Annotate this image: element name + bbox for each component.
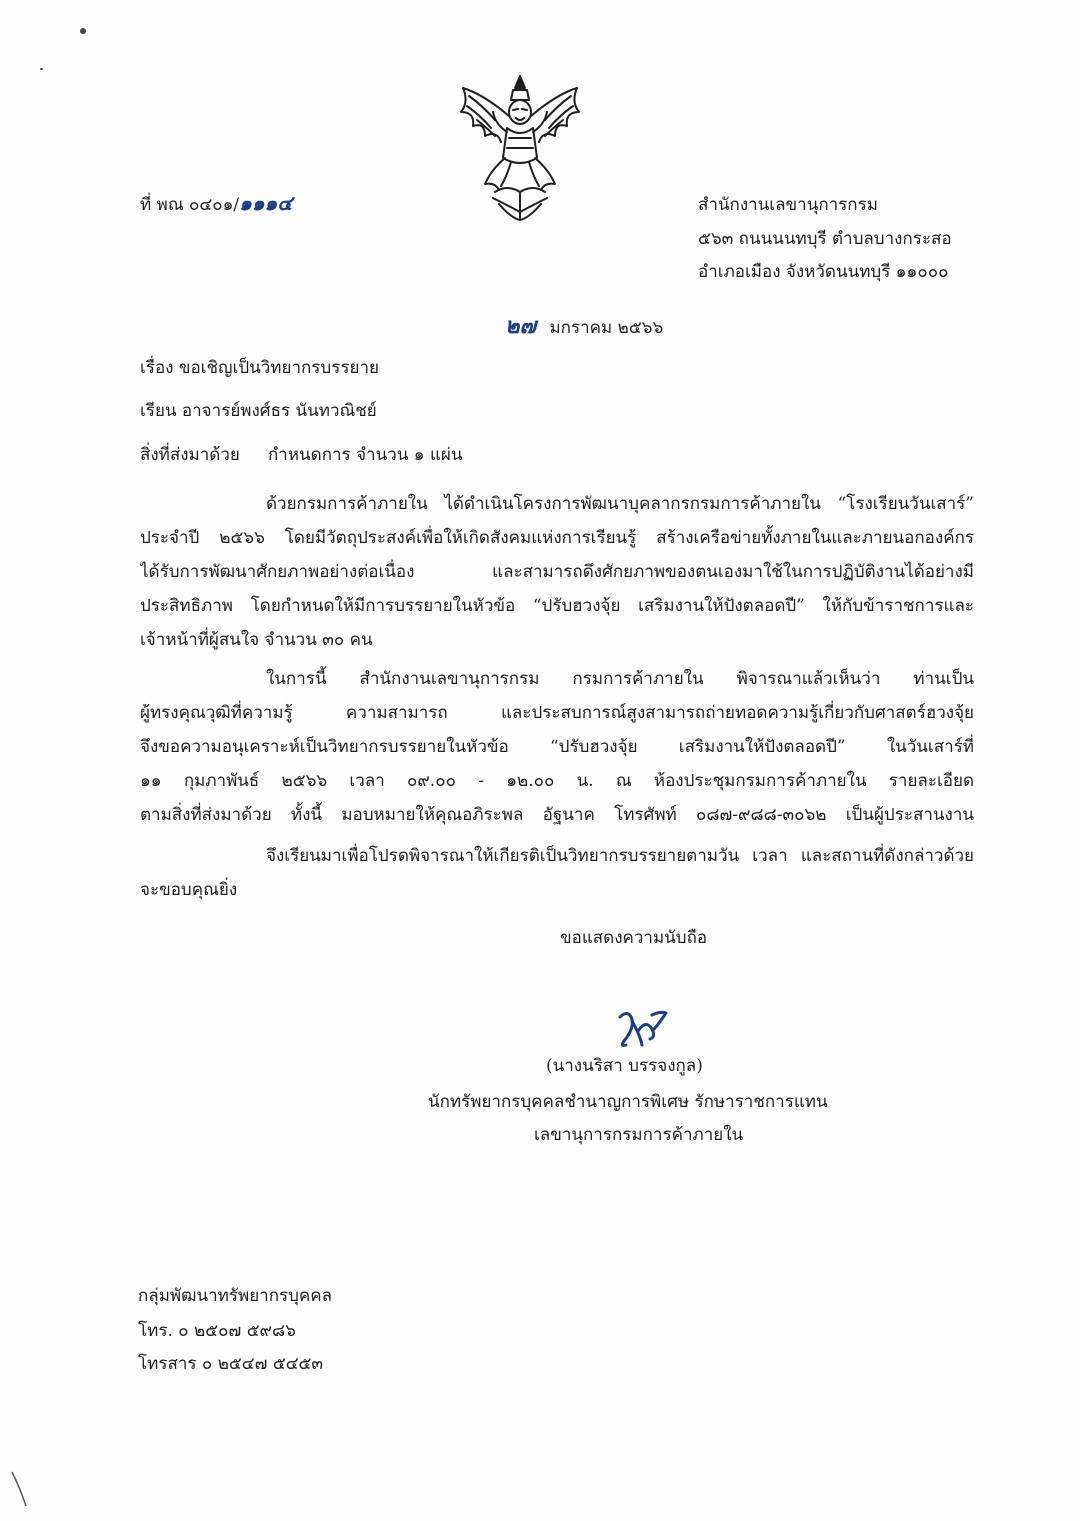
- body-paragraph-2-line: ผู้ทรงคุณวุฒิที่ความรู้ ความสามารถ และประสบการณ์สูงสามารถถ่ายทอดความรู้เกี่ยวกับศาสตร์ฮวงจุ้ย: [140, 703, 974, 723]
- body-paragraph-1-line: ได้รับการพัฒนาศักยภาพอย่างต่อเนื่อง และสามารถดึงศักยภาพของตนเองมาใช้ในการปฏิบัติงานได้อย่างมี: [140, 562, 974, 582]
- body-paragraph-1-line: ประสิทธิภาพ โดยกำหนดให้มีการบรรยายในหัวข้อ “ปรับฮวงจุ้ย เสริมงานให้ปังตลอดปี” ให้กับข้าราชการและ: [140, 596, 974, 616]
- footer-unit: กลุ่มพัฒนาทรัพยากรบุคคล: [138, 1286, 333, 1306]
- body-paragraph-1-line: เจ้าหน้าที่ผู้สนใจ จำนวน ๓๐ คน: [140, 630, 373, 650]
- sender-line-3: อำเภอเมือง จังหวัดนนทบุรี ๑๑๐๐๐: [698, 262, 949, 282]
- reference-handwritten-number: ๑๑๑๔: [239, 191, 293, 215]
- scan-edge-mark: [8, 1470, 32, 1510]
- body-paragraph-3-line: จะขอบคุณยิ่ง: [140, 880, 238, 900]
- body-paragraph-1-line: ประจำปี ๒๕๖๖ โดยมีวัตถุประสงค์เพื่อให้เกิดสังคมแห่งการเรียนรู้ สร้างเครือข่ายทั้งภายในและภายนอกองค์กร: [140, 528, 974, 548]
- body-paragraph-2-line: ๑๑ กุมภาพันธ์ ๒๕๖๖ เวลา ๐๙.๐๐ - ๑๒.๐๐ น. ณ ห้องประชุมกรมการค้าภายใน รายละเอียด: [140, 771, 974, 791]
- recipient-line: เรียน อาจารย์พงศ์ธร นันทวณิชย์: [140, 401, 377, 421]
- scan-speck: [80, 28, 86, 34]
- closing-line: ขอแสดงความนับถือ: [560, 928, 708, 948]
- body-paragraph-3-line: จึงเรียนมาเพื่อโปรดพิจารณาให้เกียรติเป็นวิทยากรบรรยายตามวัน เวลา และสถานที่ดังกล่าวด้วย: [266, 846, 974, 866]
- footer-fax: โทรสาร ๐ ๒๕๔๗ ๕๔๕๓: [138, 1354, 324, 1374]
- sender-line-2: ๕๖๓ ถนนนนทบุรี ตำบลบางกระสอ: [698, 229, 952, 249]
- signer-title-line-1: นักทรัพยากรบุคคลชำนาญการพิเศษ รักษาราชการแทน: [428, 1092, 828, 1112]
- body-paragraph-2-line: ในการนี้ สำนักงานเลขานุการกรม กรมการค้าภายใน พิจารณาแล้วเห็นว่า ท่านเป็น: [266, 669, 974, 689]
- body-paragraph-1-line: ด้วยกรมการค้าภายใน ได้ดำเนินโครงการพัฒนาบุคลากรกรมการค้าภายใน “โรงเรียนวันเสาร์”: [266, 494, 974, 514]
- garuda-emblem-icon: [455, 72, 585, 224]
- letter-date: [505, 316, 663, 338]
- footer-phone: โทร. ๐ ๒๕๐๗ ๕๙๘๖: [138, 1321, 296, 1341]
- reference-label: ที่ พณ ๐๔๐๑/: [140, 195, 240, 215]
- scan-speck: [40, 68, 43, 70]
- sender-line-1: สำนักงานเลขานุการกรม: [698, 195, 878, 215]
- date-day-handwritten: ๒๗: [505, 314, 537, 339]
- date-month-year: มกราคม ๒๕๖๖: [549, 318, 664, 338]
- reference-number: [140, 193, 292, 214]
- handwritten-signature-icon: [612, 1005, 672, 1051]
- body-paragraph-2-line: จึงขอความอนุเคราะห์เป็นวิทยากรบรรยายในหัวข้อ “ปรับฮวงจุ้ย เสริมงานให้ปังตลอดปี” ในวันเสาร์ที่: [140, 737, 974, 757]
- signer-title-line-2: เลขานุการกรมการค้าภายใน: [534, 1125, 744, 1145]
- enclosure-label: สิ่งที่ส่งมาด้วย: [140, 445, 240, 465]
- body-paragraph-2-line: ตามสิ่งที่ส่งมาด้วย ทั้งนี้ มอบหมายให้คุณอภิระพล อัฐนาค โทรศัพท์ ๐๘๗-๙๘๘-๓๐๖๒ เป็นผู้ประสานงาน: [140, 805, 974, 825]
- subject-line: เรื่อง ขอเชิญเป็นวิทยากรบรรยาย: [140, 358, 379, 378]
- enclosure-line: [140, 445, 463, 465]
- signer-name: (นางนริสา บรรจงกูล): [546, 1056, 703, 1076]
- enclosure-value: กำหนดการ จำนวน ๑ แผ่น: [268, 445, 463, 465]
